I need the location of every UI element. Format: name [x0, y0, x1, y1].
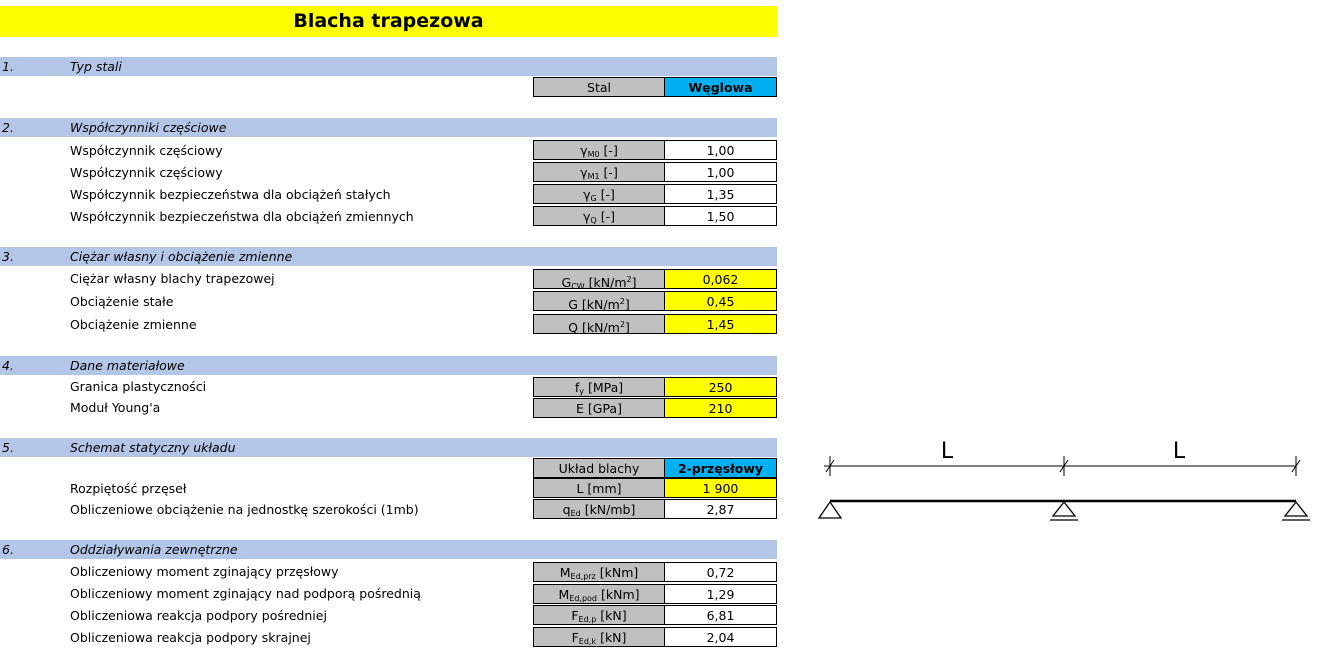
section-number: 3. [2, 249, 14, 264]
section-number: 4. [2, 358, 14, 373]
section-title: Ciężar własny i obciążenie zmienne [70, 249, 293, 264]
value-gamma-m1: 1,00 [665, 162, 777, 182]
section-header-loads [0, 247, 777, 266]
row-label-end-reaction: Obliczeniowa reakcja podpory skrajnej [70, 630, 311, 645]
input-yield-strength[interactable]: 250 [665, 377, 777, 397]
row-label-span-moment: Obliczeniowy moment zginający przęsłowy [70, 564, 339, 579]
support-left-pinned [819, 502, 841, 518]
section-header-steel-type [0, 57, 777, 76]
row-label-youngs-modulus: Moduł Young'a [70, 400, 161, 415]
symbol-span-length: L [mm] [533, 478, 665, 498]
symbol-middle-reaction: $F_{Ed,p}$ [kN] [533, 605, 665, 625]
value-span-moment: 0,72 [665, 562, 777, 582]
section-header-partial-factors [0, 118, 777, 137]
input-span-length[interactable]: 1 900 [665, 478, 777, 498]
sheet-layout-label-cell: Układ blachy [533, 458, 665, 478]
symbol-span-moment: $M_{Ed,prz}$ [kNm] [533, 562, 665, 582]
input-permanent-load[interactable]: 0,45 [665, 291, 777, 311]
row-label-permanent-load: Obciążenie stałe [70, 294, 174, 309]
section-number: 5. [2, 440, 14, 455]
value-gamma-q: 1,50 [665, 206, 777, 226]
section-header-static-scheme [0, 438, 777, 457]
value-gamma-g: 1,35 [665, 184, 777, 204]
symbol-yield-strength: $f_y$ [MPa] [533, 377, 665, 397]
section-title: Typ stali [70, 59, 122, 74]
value-design-load: 2,87 [665, 499, 777, 519]
section-title: Oddziaływania zewnętrzne [70, 542, 238, 557]
symbol-self-weight: $G_{CW}$ $[kN/m^2]$ [533, 269, 665, 289]
section-number: 6. [2, 542, 14, 557]
symbol-variable-load: Q $[kN/m^2]$ [533, 314, 665, 334]
input-youngs-modulus[interactable]: 210 [665, 398, 777, 418]
row-label-gamma-m1: Współczynnik częściowy [70, 165, 223, 180]
row-label-gamma-q: Współczynnik bezpieczeństwa dla obciążeń zmiennych [70, 209, 414, 224]
section-header-external-effects [0, 540, 777, 559]
span-label-right: L [1172, 439, 1186, 464]
value-end-reaction: 2,04 [665, 627, 777, 647]
input-self-weight[interactable]: 0,062 [665, 269, 777, 289]
span-label-left: L [940, 439, 954, 464]
row-label-gamma-g: Współczynnik bezpieczeństwa dla obciążeń stałych [70, 187, 391, 202]
value-gamma-m0: 1,00 [665, 140, 777, 160]
row-label-yield-strength: Granica plastyczności [70, 379, 207, 394]
section-header-material [0, 356, 777, 375]
support-right-roller [1285, 502, 1307, 516]
steel-type-select[interactable]: Węglowa [665, 77, 777, 97]
symbol-gamma-q: $\gamma_Q$ [-] [533, 206, 665, 226]
symbol-gamma-m1: $\gamma_{M1}$ [-] [533, 162, 665, 182]
symbol-end-reaction: $F_{Ed,k}$ [kN] [533, 627, 665, 647]
sheet-title: Blacha trapezowa [0, 6, 777, 37]
row-label-support-moment: Obliczeniowy moment zginający nad podporą pośrednią [70, 586, 421, 601]
row-label-middle-reaction: Obliczeniowa reakcja podpory pośredniej [70, 608, 327, 623]
value-middle-reaction: 6,81 [665, 605, 777, 625]
section-number: 1. [2, 59, 14, 74]
row-label-span-length: Rozpiętość przęseł [70, 481, 187, 496]
row-label-design-load: Obliczeniowe obciążenie na jednostkę szerokości (1mb) [70, 502, 419, 517]
section-title: Dane materiałowe [70, 358, 185, 373]
input-variable-load[interactable]: 1,45 [665, 314, 777, 334]
steel-label-cell: Stal [533, 77, 665, 97]
symbol-gamma-m0: $\gamma_{M0}$ [-] [533, 140, 665, 160]
symbol-support-moment: $M_{Ed,pod}$ [kNm] [533, 584, 665, 604]
row-label-self-weight: Ciężar własny blachy trapezowej [70, 271, 275, 286]
sheet-layout-select[interactable]: 2-przęsłowy [665, 458, 777, 478]
section-title: Schemat statyczny układu [70, 440, 236, 455]
row-label-gamma-m0: Współczynnik częściowy [70, 143, 223, 158]
section-title: Współczynniki częściowe [70, 120, 227, 135]
symbol-youngs-modulus: E [GPa] [533, 398, 665, 418]
support-middle-roller [1053, 502, 1075, 516]
beam-static-scheme-diagram [812, 430, 1322, 530]
section-number: 2. [2, 120, 14, 135]
row-label-variable-load: Obciążenie zmienne [70, 317, 197, 332]
symbol-design-load: $q_{Ed}$ [kN/mb] [533, 499, 665, 519]
value-support-moment: 1,29 [665, 584, 777, 604]
symbol-gamma-g: $\gamma_G$ [-] [533, 184, 665, 204]
symbol-permanent-load: G $[kN/m^2]$ [533, 291, 665, 311]
